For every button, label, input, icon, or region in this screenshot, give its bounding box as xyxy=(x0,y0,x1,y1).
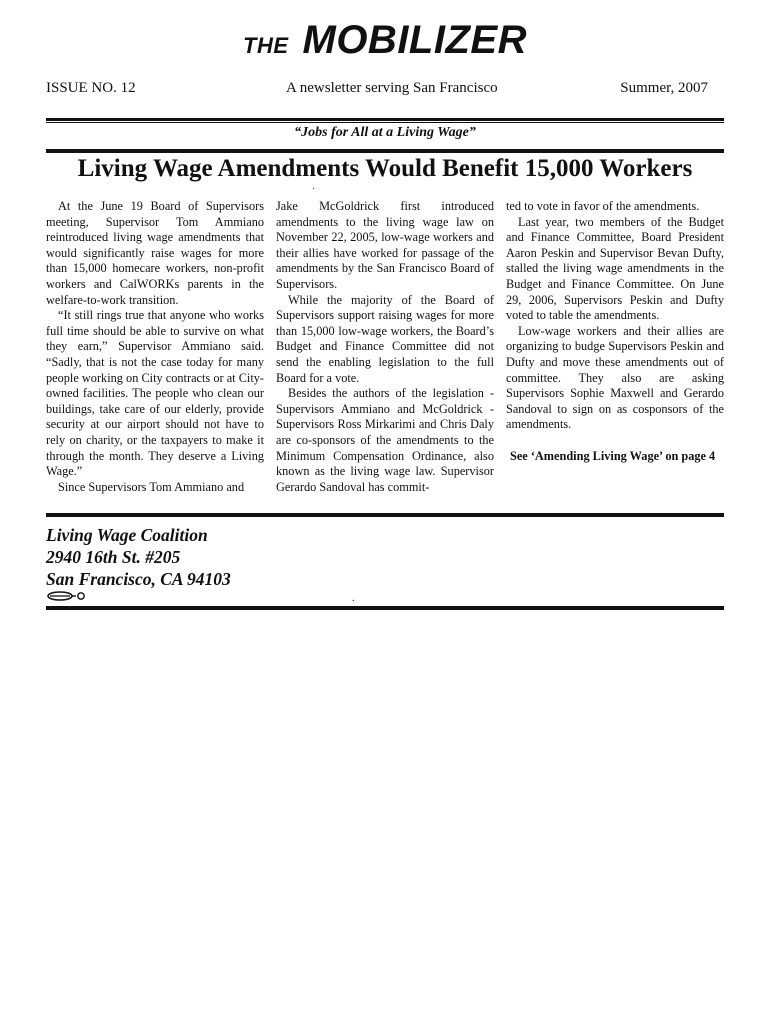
paragraph: While the majority of the Board of Supervisors support raising wages for more than 15,000 low-wage workers, the Board’s Budget and Finance Committee did not send the enabling legislation to the full Board for a vote. xyxy=(276,292,494,385)
headline: Living Wage Amendments Would Benefit 15,000 Workers xyxy=(77,155,693,182)
motto: “Jobs for All at a Living Wage” xyxy=(294,125,476,140)
address-organization: Living Wage Coalition xyxy=(46,525,208,545)
issue-date: Summer, 2007 xyxy=(620,80,708,96)
article-column-2 xyxy=(276,199,494,495)
issue-row xyxy=(46,80,708,102)
header-rule-top xyxy=(46,118,724,121)
footer-rule xyxy=(46,606,724,610)
masthead-the: THE xyxy=(243,33,289,58)
mailing-address xyxy=(46,524,231,590)
paragraph: Last year, two members of the Budget and Finance Committee, Board President Aaron Peskin and Supervisor Bevan Dufty, stalled the living wage amendments in the Budget and Finance Committee. On June 29, 2006, Supervisors Peskin and Dufty voted to table the amendments. xyxy=(506,214,724,323)
paragraph: Besides the authors of the legislation - Supervisors Ammiano and McGoldrick - Supervisors Ross Mirkarimi and Chris Daly are co-sponsors of the amendments to the Minimum Compensation Ordinance, also known as the living wage law. Supervisor Gerardo Sandoval has commit- xyxy=(276,386,494,494)
stray-dot: . xyxy=(352,593,355,604)
address-street: 2940 16th St. #205 xyxy=(46,547,181,567)
header-rule-thin xyxy=(46,122,724,123)
paragraph: ted to vote in favor of the amendments. xyxy=(506,199,700,213)
article-column-3 xyxy=(506,199,724,465)
stray-dot: · xyxy=(312,184,316,195)
masthead xyxy=(0,18,770,63)
masthead-title: MOBILIZER xyxy=(302,18,527,62)
paragraph: Low-wage workers and their allies are organizing to budge Supervisors Peskin and Dufty and move these amendments out of committee. They also are asking Supervisors Sophie Maxwell and Gerardo Sandoval to sign on as cosponsors of the amendments. xyxy=(506,323,724,432)
union-label-icon xyxy=(46,590,86,602)
article-body xyxy=(46,199,724,499)
continued-reference: See ‘Amending Living Wage’ on page 4 xyxy=(510,448,716,463)
paragraph: Jake McGoldrick first introduced amendments to the living wage law on November 22, 2005, low-wage workers and their allies have worked for passage of the amendments by the San Francisco Board of Supervisors. xyxy=(276,199,494,291)
paragraph: At the June 19 Board of Supervisors meeting, Supervisor Tom Ammiano reintroduced living wage amendments that would significantly raise wages for more than 15,000 homecare workers, non-profit workers and CalWORKs parents in the welfare-to-work transition. xyxy=(46,199,264,307)
newsletter-tagline: A newsletter serving San Francisco xyxy=(286,80,498,96)
address-city: San Francisco, CA 94103 xyxy=(46,569,231,589)
article-rule-bottom xyxy=(46,513,724,517)
article-column-1 xyxy=(46,199,264,495)
issue-number: ISSUE NO. 12 xyxy=(46,80,136,96)
headline-rule xyxy=(46,149,724,153)
paragraph: “It still rings true that anyone who works full time should be able to survive on what they earn,” Supervisor Ammiano said. “Sadly, that is not the case today for many people working on City contracts or at City-owned facilities. The people who clean our buildings, take care of our elderly, provide security at our airport should not have to rely on charity, or the taxpayers to make it through the month. They deserve a Living Wage.” xyxy=(46,308,264,479)
paragraph: Since Supervisors Tom Ammiano and xyxy=(58,479,245,494)
